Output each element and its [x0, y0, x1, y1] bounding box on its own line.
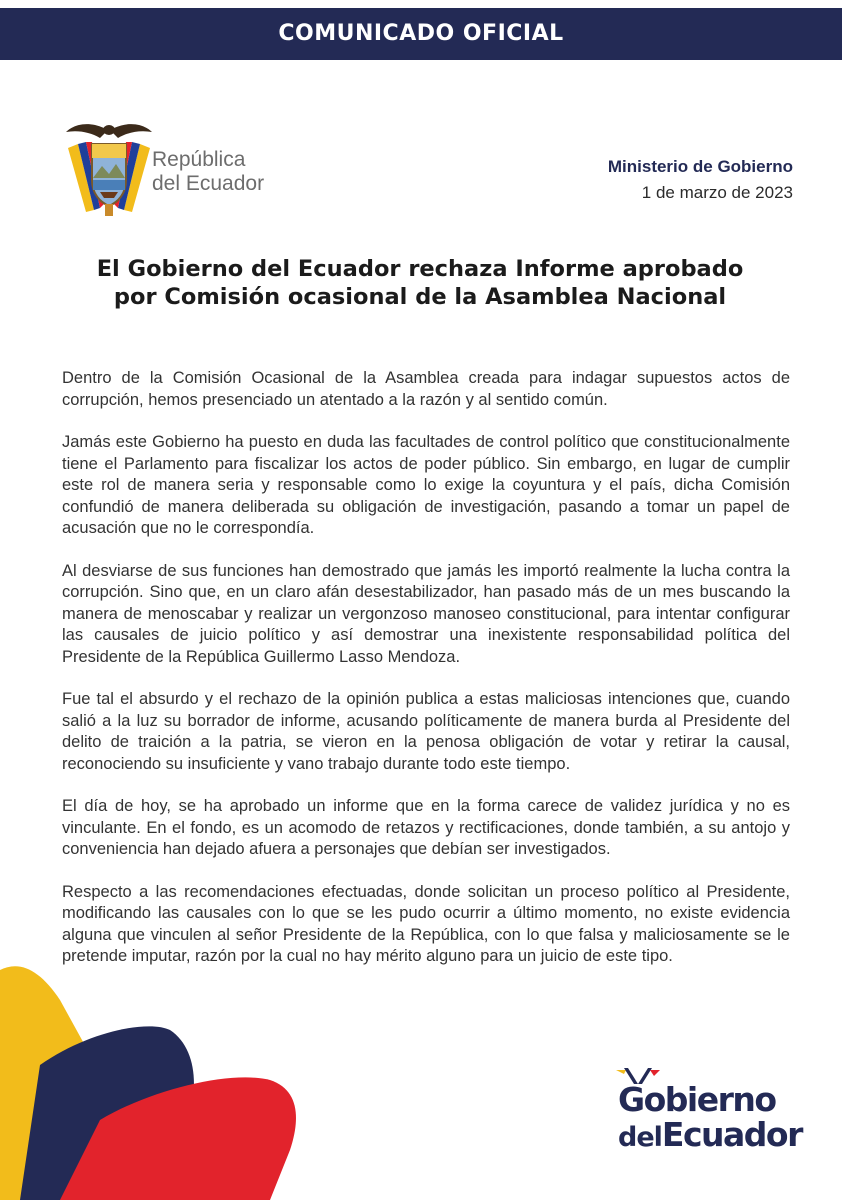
decorative-corner-shapes	[0, 960, 300, 1200]
official-communique-banner	[0, 8, 842, 60]
gobierno-logo-line-1: Gobierno	[618, 1080, 776, 1119]
paragraph: El día de hoy, se ha aprobado un informe que en la forma carece de validez jurídica y no es vinculante. En el fondo, es un acomodo de retazos y rectificaciones, donde también, a su antojo y conveniencia han dejado afuera a personajes que debían ser investigados.	[62, 797, 790, 858]
gobierno-logo-del: del	[618, 1122, 662, 1153]
ministry-name: Ministerio de Gobierno	[607, 157, 793, 176]
republica-del-ecuador-logo-text	[152, 148, 264, 196]
gobierno-logo-line-2	[618, 1115, 802, 1158]
publication-date: 1 de marzo de 2023	[641, 183, 793, 202]
paragraph: Dentro de la Comisión Ocasional de la Asamblea creada para indagar supuestos actos de corrupción, hemos presenciado un atentado a la razón y al sentido común.	[62, 369, 790, 409]
page-title: El Gobierno del Ecuador rechaza Informe aprobado por Comisión ocasional de la Asamblea Nacional	[96, 256, 744, 310]
paragraph: Al desviarse de sus funciones han demostrado que jamás les importó realmente la lucha contra la corrupción. Sino que, en un claro afán desestabilizador, han pasado más de un mes buscando la manera de menoscabar y realizar un vergonzoso manoseo constitucional, para intentar configurar las causales de juicio político y así demostrar una inexistente responsabilidad política del Presidente de la República Guillermo Lasso Mendoza.	[62, 561, 790, 666]
communique-body	[62, 368, 790, 989]
paragraph: Respecto a las recomendaciones efectuadas, donde solicitan un proceso político al Presidente, modificando las causales con lo que se les pudo ocurrir a último momento, no existe evidencia alguna que vinculen al señor Presidente de la República, con lo que falsa y maliciosamente se le pretende imputar, razón por la cual no hay mérito alguno para un juicio de este tipo.	[62, 882, 790, 965]
banner-title: COMUNICADO OFICIAL	[278, 21, 564, 46]
paragraph: Fue tal el absurdo y el rechazo de la opinión publica a estas maliciosas intenciones que, cuando salió a la luz su borrador de informe, acusando políticamente de manera burda al Presidente del delito de traición a la patria, se vieron en la penosa obligación de votar y retirar la causal, reconociendo su insuficiente y vano trabajo durante todo este tiempo.	[62, 690, 790, 773]
logo-line-1: República	[152, 148, 246, 171]
gobierno-logo-ecuador: Ecuador	[661, 1115, 802, 1154]
ministry-block	[608, 154, 793, 206]
paragraph: Jamás este Gobierno ha puesto en duda las facultades de control político que constitucionalmente tiene el Parlamento para fiscalizar los actos de poder público. Sin embargo, en lugar de cumplir este rol de manera seria y responsable como lo exige la coyuntura y el país, dicha Comisión confundió de manera deliberada su obligación de investigación, pasando a tomar un papel de acusación que no le correspondía.	[62, 433, 790, 537]
logo-line-2: del Ecuador	[152, 172, 265, 195]
